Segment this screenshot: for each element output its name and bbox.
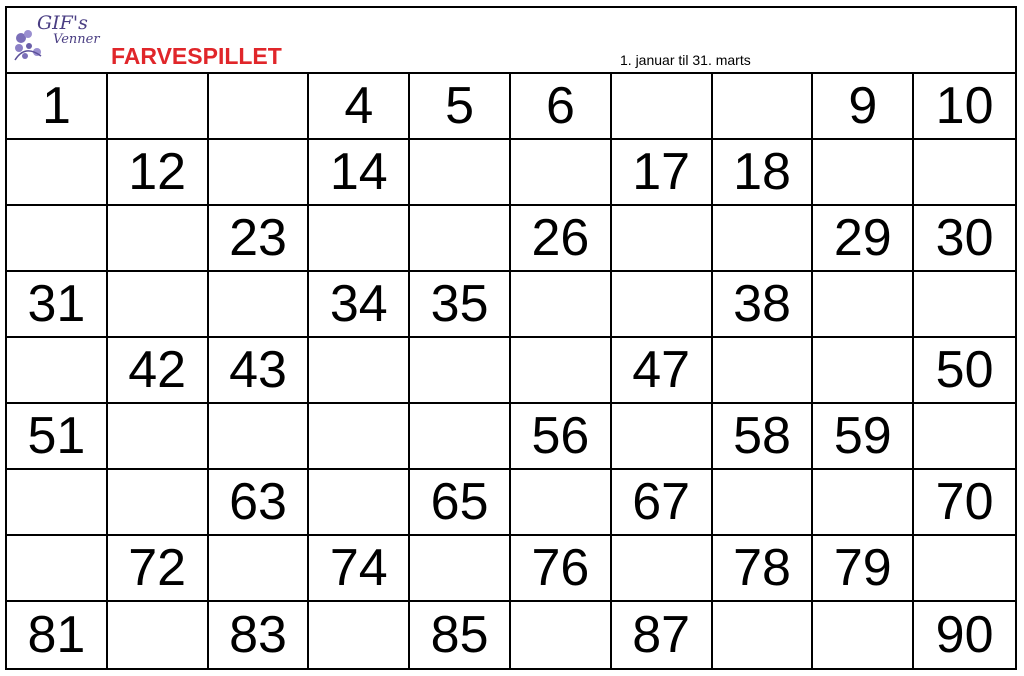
grid-cell[interactable] [511,602,612,668]
grid-cell[interactable] [713,140,814,206]
grid-cell[interactable] [713,470,814,536]
grid-cell[interactable] [612,470,713,536]
grid-cell[interactable] [108,272,209,338]
cell-number [813,470,912,534]
cell-number: 9 [848,77,878,135]
grid-cell[interactable] [7,602,108,668]
cell-number [108,470,207,534]
cell-number: 10 [935,77,994,135]
cell-number [209,404,308,468]
grid-cell[interactable] [612,140,713,206]
grid-cell[interactable] [209,74,310,140]
cell-number [813,272,912,336]
cell-number [813,140,912,204]
grid-cell[interactable] [511,404,612,470]
grid-cell[interactable] [914,338,1015,404]
cell-number: 34 [329,275,388,333]
grid-cell[interactable] [209,404,310,470]
cell-number [7,338,106,402]
cell-number [914,272,1015,336]
grid-cell[interactable] [108,74,209,140]
grid-cell[interactable] [108,338,209,404]
grid-cell[interactable] [410,536,511,602]
cell-number: 76 [531,539,590,597]
cell-number [713,602,812,668]
cell-number [309,470,408,534]
grid-cell[interactable] [511,272,612,338]
grid-cell[interactable] [713,404,814,470]
cell-number: 47 [632,341,691,399]
grid-cell[interactable] [914,602,1015,668]
grid-cell[interactable] [914,74,1015,140]
grid-cell[interactable] [209,470,310,536]
grid-cell[interactable] [813,206,914,272]
grid-cell[interactable] [410,470,511,536]
cell-number [410,338,509,402]
grid-cell[interactable] [914,140,1015,206]
cell-number: 51 [27,407,86,465]
grid-cell[interactable] [713,74,814,140]
cell-number: 50 [935,341,994,399]
cell-number [511,140,610,204]
cell-number: 59 [833,407,892,465]
grid-cell[interactable] [813,338,914,404]
grid-cell[interactable] [7,404,108,470]
grid-cell[interactable] [410,74,511,140]
cell-number: 42 [128,341,187,399]
grid-cell[interactable] [813,536,914,602]
cell-number [7,140,106,204]
grid-cell[interactable] [511,536,612,602]
cell-number [410,140,509,204]
grid-cell[interactable] [713,602,814,668]
cell-number: 87 [632,606,691,664]
cell-number: 85 [430,606,489,664]
page-title: FARVESPILLET [111,43,282,69]
grid-cell[interactable] [7,470,108,536]
grid-cell[interactable] [309,140,410,206]
cell-number: 4 [344,77,374,135]
grid-cell[interactable] [209,536,310,602]
cell-number: 38 [733,275,791,333]
grid-cell[interactable] [7,536,108,602]
cell-number: 23 [229,209,287,267]
grid-cell[interactable] [108,206,209,272]
grid-cell[interactable] [713,272,814,338]
cell-number: 72 [128,539,187,597]
grid-cell[interactable] [813,404,914,470]
grid-cell[interactable] [813,272,914,338]
cell-number [410,536,509,600]
grid-cell[interactable] [713,338,814,404]
cell-number [813,602,912,668]
grid-cell[interactable] [309,404,410,470]
cell-number: 14 [329,143,388,201]
cell-number: 74 [329,539,388,597]
cell-number [7,470,106,534]
cell-number [7,536,106,600]
grid-cell[interactable] [612,404,713,470]
grid-cell[interactable] [410,206,511,272]
grid-cell[interactable] [410,338,511,404]
cell-number: 58 [733,407,791,465]
grid-cell[interactable] [511,74,612,140]
cell-number [7,206,106,270]
cell-number [612,536,711,600]
cell-number [410,206,509,270]
grid-cell[interactable] [612,272,713,338]
cell-number [713,74,812,138]
header [7,8,1015,74]
cell-number: 81 [27,606,86,664]
cell-number: 30 [935,209,994,267]
grid-cell[interactable] [7,206,108,272]
cell-number [309,404,408,468]
cell-number [209,74,308,138]
grid-cell[interactable] [209,272,310,338]
grid-cell[interactable] [612,602,713,668]
cell-number [108,74,207,138]
grid-cell[interactable] [713,206,814,272]
grid-cell[interactable] [309,536,410,602]
cell-number: 90 [935,606,994,664]
grid-cell[interactable] [612,206,713,272]
grid-cell[interactable] [813,74,914,140]
grid-cell[interactable] [914,404,1015,470]
logo-text-gifs: GIF's [37,12,88,34]
cell-number [914,536,1015,600]
cell-number [209,140,308,204]
grid-cell[interactable] [209,140,310,206]
grid-cell[interactable] [309,206,410,272]
cell-number: 5 [445,77,475,135]
cell-number [209,536,308,600]
grid-cell[interactable] [914,470,1015,536]
grid-cell[interactable] [813,140,914,206]
cell-number [511,272,610,336]
grid-cell[interactable] [209,338,310,404]
grid-cell[interactable] [612,338,713,404]
grid-cell[interactable] [813,602,914,668]
gif-venner-logo [11,10,103,70]
grid-cell[interactable] [914,272,1015,338]
grid-cell[interactable] [511,140,612,206]
cell-number: 6 [545,77,575,135]
cell-number [914,404,1015,468]
grid-cell[interactable] [7,272,108,338]
grid-cell[interactable] [410,272,511,338]
grid-cell[interactable] [612,74,713,140]
cell-number: 31 [27,275,86,333]
grid-cell[interactable] [309,602,410,668]
grid-cell[interactable] [108,536,209,602]
cell-number: 35 [430,275,489,333]
cell-number [108,272,207,336]
cell-number: 83 [229,606,287,664]
grid-cell[interactable] [209,206,310,272]
cell-number: 63 [229,473,287,531]
cell-number: 79 [833,539,892,597]
cell-number: 29 [833,209,892,267]
cell-number [309,206,408,270]
cell-number [511,602,610,668]
cell-number: 12 [128,143,187,201]
grid-cell[interactable] [914,206,1015,272]
cell-number [410,404,509,468]
grid-cell[interactable] [511,206,612,272]
grid-cell[interactable] [7,140,108,206]
cell-number: 43 [229,341,287,399]
cell-number [209,272,308,336]
grid-cell[interactable] [813,470,914,536]
cell-number: 18 [733,143,791,201]
grid-cell[interactable] [511,338,612,404]
number-grid [7,74,1015,668]
cell-number [108,206,207,270]
cell-number: 65 [430,473,489,531]
cell-number [309,338,408,402]
cell-number: 56 [531,407,590,465]
grid-cell[interactable] [309,338,410,404]
cell-number: 78 [733,539,791,597]
grid-cell[interactable] [209,602,310,668]
cell-number [713,470,812,534]
cell-number [511,338,610,402]
grid-cell[interactable] [511,470,612,536]
period-label: 1. januar til 31. marts [620,52,751,68]
grid-cell[interactable] [410,140,511,206]
cell-number [713,206,812,270]
cell-number: 70 [935,473,994,531]
grid-cell[interactable] [612,536,713,602]
cell-number [108,602,207,668]
grid-cell[interactable] [108,404,209,470]
grid-cell[interactable] [410,602,511,668]
cell-number: 67 [632,473,691,531]
grid-cell[interactable] [108,470,209,536]
grid-cell[interactable] [108,602,209,668]
cell-number [813,338,912,402]
grid-cell[interactable] [713,536,814,602]
cell-number [309,602,408,668]
cell-number [108,404,207,468]
cell-number [612,272,711,336]
grid-cell[interactable] [7,338,108,404]
logo-text-venner: Venner [53,32,100,47]
grid-cell[interactable] [914,536,1015,602]
cell-number [713,338,812,402]
cell-number: 1 [41,77,71,135]
game-sheet [5,6,1017,670]
grid-cell[interactable] [309,470,410,536]
cell-number [612,74,711,138]
grid-cell[interactable] [309,74,410,140]
cell-number [914,140,1015,204]
cell-number: 17 [632,143,691,201]
grid-cell[interactable] [309,272,410,338]
cell-number [612,404,711,468]
grid-cell[interactable] [7,74,108,140]
cell-number: 26 [531,209,590,267]
cell-number [511,470,610,534]
cell-number [612,206,711,270]
grid-cell[interactable] [108,140,209,206]
grid-cell[interactable] [410,404,511,470]
